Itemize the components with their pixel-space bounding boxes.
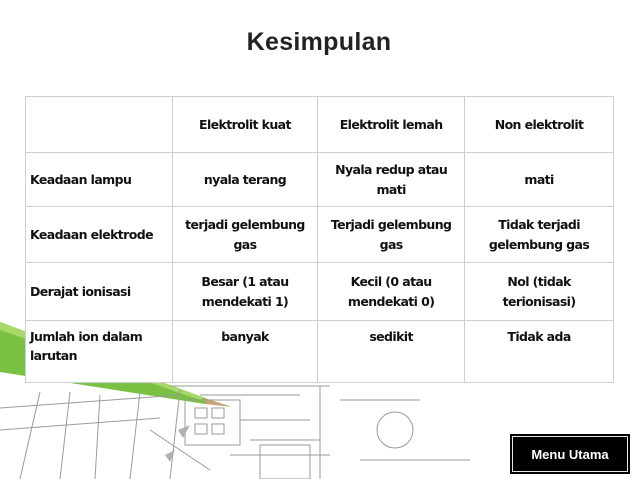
summary-table-container	[25, 96, 614, 382]
table-row	[26, 207, 614, 263]
table-cell: Besar (1 atau mendekati 1)	[172, 263, 317, 321]
table-cell: banyak	[172, 321, 317, 383]
main-menu-button[interactable]: Menu Utama	[512, 436, 628, 472]
table-cell: Terjadi gelembung gas	[318, 207, 465, 263]
row-label-electrode-state: Keadaan elektrode	[26, 207, 173, 263]
table-cell: terjadi gelembung gas	[172, 207, 317, 263]
table-cell: Nyala redup atau mati	[318, 153, 465, 207]
header-strong-electrolyte: Elektrolit kuat	[172, 97, 317, 153]
row-label-ionization-degree: Derajat ionisasi	[26, 263, 173, 321]
slide-title: Kesimpulan	[246, 28, 392, 56]
header-non-electrolyte: Non elektrolit	[465, 97, 614, 153]
row-label-ion-count: Jumlah ion dalam larutan	[26, 321, 173, 383]
table-cell: Kecil (0 atau mendekati 0)	[318, 263, 465, 321]
table-cell: Tidak terjadi gelembung gas	[465, 207, 614, 263]
table-cell: sedikit	[318, 321, 465, 383]
table-cell: nyala terang	[172, 153, 317, 207]
table-header-corner	[26, 97, 173, 153]
table-header-row	[26, 97, 614, 153]
table-cell: Tidak ada	[465, 321, 614, 383]
table-row	[26, 153, 614, 207]
table-cell: mati	[465, 153, 614, 207]
table-row	[26, 321, 614, 383]
row-label-lamp-state: Keadaan lampu	[26, 153, 173, 207]
table-row	[26, 263, 614, 321]
header-weak-electrolyte: Elektrolit lemah	[318, 97, 465, 153]
summary-table	[25, 96, 614, 383]
table-cell: Nol (tidak terionisasi)	[465, 263, 614, 321]
